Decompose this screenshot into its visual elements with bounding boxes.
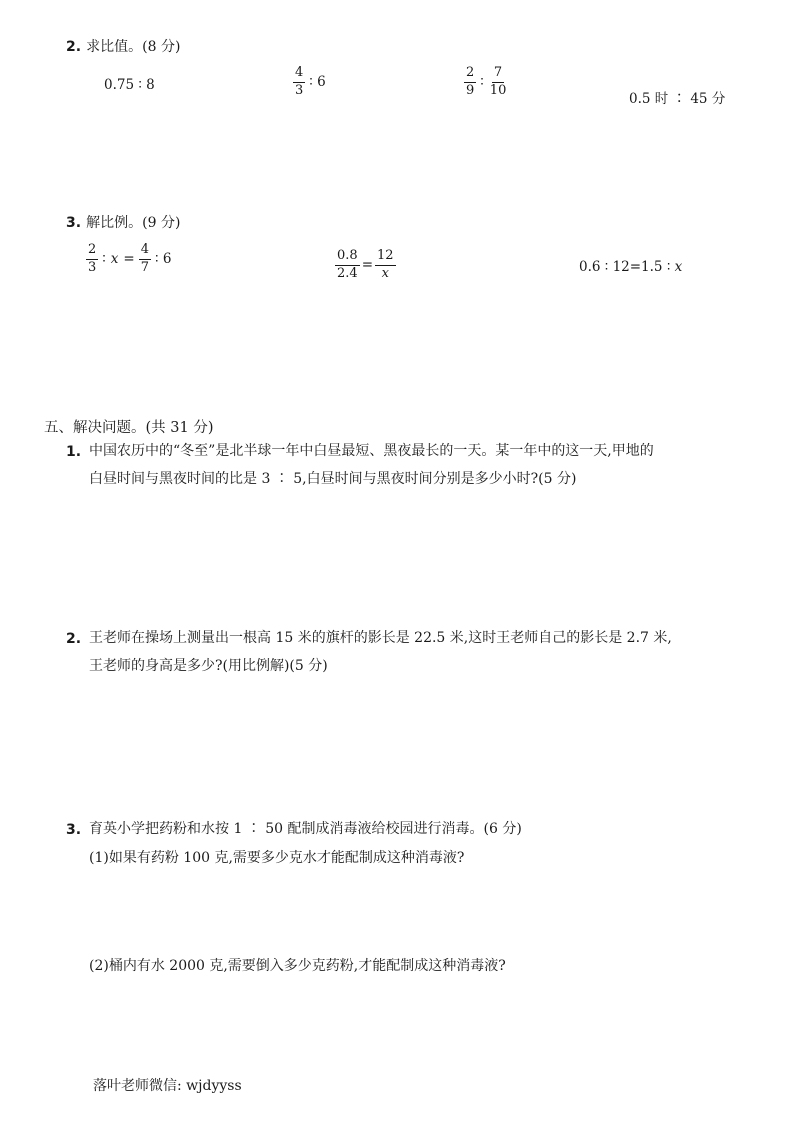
section-5-heading: 五、解决问题。(共 31 分) <box>44 420 214 436</box>
numerator: 4 <box>139 243 151 260</box>
problem-1-text <box>89 437 779 493</box>
q2-header <box>66 36 180 56</box>
q3-header <box>66 212 180 232</box>
problem-2-line-1: 王老师在操场上测量出一根高 15 米的旗杆的影长是 22.5 米,这时王老师自己的影长是 2.7 米, <box>89 630 672 646</box>
denominator: 10 <box>489 82 507 98</box>
numerator: 12 <box>375 249 396 266</box>
problem-3-line-1: 育英小学把药粉和水按 1 ∶ 50 配制成消毒液给校园进行消毒。(6 分) <box>89 821 522 837</box>
q2-item-4: 0.5 时 ∶ 45 分 <box>629 91 726 107</box>
equals-sign: = <box>123 251 135 268</box>
problem-3-sub-2: (2)桶内有水 2000 克,需要倒入多少克药粉,才能配制成这种消毒液? <box>89 958 506 974</box>
numerator: 7 <box>492 66 504 83</box>
problem-2-number: 2. <box>66 631 82 647</box>
problem-1-line-1: 中国农历中的“冬至”是北半球一年中白昼最短、黑夜最长的一天。某一年中的这一天,甲地的 <box>89 443 654 459</box>
footer-watermark-text: 落叶老师微信: wjdyyss <box>93 1078 242 1094</box>
q2-title: 求比值。(8 分) <box>86 39 181 55</box>
denominator: 3 <box>88 259 97 275</box>
q2-number: 2. <box>66 39 82 55</box>
ratio-sign: ∶ <box>480 74 484 91</box>
equation-text: 0.6 ∶ 12=1.5 ∶ <box>579 259 675 275</box>
variable-x: x <box>110 251 119 268</box>
fraction <box>375 249 396 282</box>
q3-item-2 <box>335 249 396 282</box>
ratio-sign: ∶ <box>102 251 106 268</box>
problem-1-number: 1. <box>66 444 82 460</box>
denominator: 9 <box>466 82 475 98</box>
ratio-rest: ∶ 6 <box>155 251 172 268</box>
q3-item-3 <box>579 259 682 275</box>
fraction <box>488 66 509 99</box>
denominator: 2.4 <box>337 265 358 281</box>
q3-title: 解比例。(9 分) <box>86 215 181 231</box>
q2-item-2 <box>293 66 330 99</box>
problem-1-line-2: 白昼时间与黑夜时间的比是 3 ∶ 5,白昼时间与黑夜时间分别是多少小时?(5 分) <box>89 471 577 487</box>
fraction <box>139 243 151 276</box>
variable-x: x <box>674 259 683 275</box>
q3-item-1 <box>86 243 175 276</box>
equals-sign: = <box>361 257 373 274</box>
denominator: 7 <box>140 259 150 275</box>
problem-2-line-2: 王老师的身高是多少?(用比例解)(5 分) <box>89 658 328 674</box>
fraction <box>293 66 305 99</box>
fraction <box>335 249 360 282</box>
numerator: 0.8 <box>335 249 360 266</box>
numerator: 4 <box>293 66 305 83</box>
problem-3-number: 3. <box>66 822 82 838</box>
fraction <box>86 243 98 276</box>
denominator: x <box>381 265 389 281</box>
ratio-rest: ∶ 6 <box>309 74 326 91</box>
numerator: 2 <box>86 243 98 260</box>
fraction <box>464 66 476 99</box>
q2-item-1: 0.75 ∶ 8 <box>104 77 155 93</box>
problem-3-sub-1: (1)如果有药粉 100 克,需要多少克水才能配制成这种消毒液? <box>89 850 465 866</box>
numerator: 2 <box>464 66 476 83</box>
q3-number: 3. <box>66 215 82 231</box>
problem-2-text <box>89 624 779 680</box>
q2-item-3 <box>464 66 508 99</box>
denominator: 3 <box>295 82 304 98</box>
